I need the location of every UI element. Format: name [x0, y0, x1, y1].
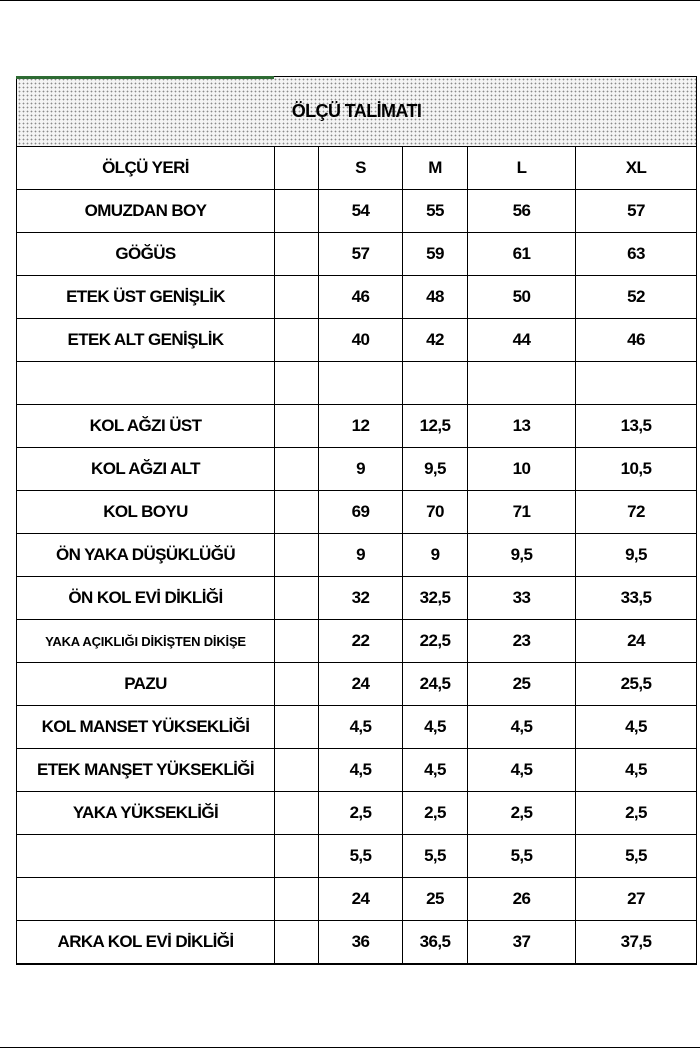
- size-value-cell: 4,5: [468, 749, 576, 792]
- row-label: KOL AĞZI ALT: [17, 448, 275, 491]
- table-row: [17, 921, 697, 965]
- size-value-cell: 5,5: [468, 835, 576, 878]
- blank-cell: [275, 792, 319, 835]
- size-value-cell: 26: [468, 878, 576, 921]
- size-value-cell: 9,5: [468, 534, 576, 577]
- blank-cell: [275, 190, 319, 233]
- size-value-cell: 37,5: [576, 921, 697, 965]
- table-row: [17, 190, 697, 233]
- size-value-cell: 10: [468, 448, 576, 491]
- size-value-cell: 55: [403, 190, 468, 233]
- size-value-cell: 57: [319, 233, 403, 276]
- row-label: KOL AĞZI ÜST: [17, 405, 275, 448]
- blank-cell: [275, 921, 319, 965]
- size-value-cell: 54: [319, 190, 403, 233]
- size-value-cell: 40: [319, 319, 403, 362]
- row-label: YAKA AÇIKLIĞI DİKİŞTEN DİKİŞE: [17, 620, 275, 663]
- size-value-cell: 4,5: [468, 706, 576, 749]
- table-row: [17, 491, 697, 534]
- size-value-cell: 32,5: [403, 577, 468, 620]
- size-value-cell: 9,5: [403, 448, 468, 491]
- size-value-cell: 22: [319, 620, 403, 663]
- size-value-cell: 57: [576, 190, 697, 233]
- size-value-cell: 25: [403, 878, 468, 921]
- size-value-cell: 4,5: [319, 749, 403, 792]
- row-label: GÖĞÜS: [17, 233, 275, 276]
- table-row: [17, 233, 697, 276]
- blank-cell: [275, 835, 319, 878]
- size-value-cell: 2,5: [576, 792, 697, 835]
- table-row: [17, 792, 697, 835]
- row-label: KOL MANSET YÜKSEKLİĞİ: [17, 706, 275, 749]
- blank-cell: [275, 491, 319, 534]
- size-value-cell: 52: [576, 276, 697, 319]
- blank-cell: [275, 878, 319, 921]
- size-value-cell: 24: [319, 878, 403, 921]
- header-size-l: L: [468, 147, 576, 190]
- table-row: [17, 534, 697, 577]
- table-row: [17, 663, 697, 706]
- size-value-cell: 5,5: [576, 835, 697, 878]
- blank-cell: [275, 663, 319, 706]
- blank-cell: [275, 577, 319, 620]
- size-chart-table: [16, 76, 697, 965]
- size-value-cell: 2,5: [403, 792, 468, 835]
- size-value-cell: 70: [403, 491, 468, 534]
- size-value-cell: 37: [468, 921, 576, 965]
- size-value-cell: 24: [576, 620, 697, 663]
- row-label: [17, 878, 275, 921]
- size-value-cell: 2,5: [319, 792, 403, 835]
- blank-cell: [275, 233, 319, 276]
- header-measurement-point: ÖLÇÜ YERİ: [17, 147, 275, 190]
- size-value-cell: 71: [468, 491, 576, 534]
- size-value-cell: 9: [319, 448, 403, 491]
- row-label: YAKA YÜKSEKLİĞİ: [17, 792, 275, 835]
- size-value-cell: 50: [468, 276, 576, 319]
- table-row: [17, 276, 697, 319]
- size-value-cell: 46: [319, 276, 403, 319]
- table-row: [17, 878, 697, 921]
- size-value-cell: 63: [576, 233, 697, 276]
- size-value-cell: 25,5: [576, 663, 697, 706]
- row-label: ÖN KOL EVİ DİKLİĞİ: [17, 577, 275, 620]
- row-label: ARKA KOL EVİ DİKLİĞİ: [17, 921, 275, 965]
- blank-cell: [275, 319, 319, 362]
- table-row: [17, 319, 697, 362]
- row-label: ETEK ALT GENİŞLİK: [17, 319, 275, 362]
- table-row: [17, 448, 697, 491]
- size-value-cell: 12,5: [403, 405, 468, 448]
- size-value-cell: 10,5: [576, 448, 697, 491]
- size-value-cell: 42: [403, 319, 468, 362]
- table-row: [17, 749, 697, 792]
- table-row: [17, 362, 697, 405]
- size-value-cell: 32: [319, 577, 403, 620]
- size-value-cell: 56: [468, 190, 576, 233]
- header-blank-cell: [275, 147, 319, 190]
- chart-title: ÖLÇÜ TALİMATI: [17, 77, 697, 147]
- size-value-cell: [576, 362, 697, 405]
- green-accent-line: [16, 76, 274, 79]
- top-border-line: [0, 0, 700, 1]
- size-value-cell: 9,5: [576, 534, 697, 577]
- size-value-cell: 44: [468, 319, 576, 362]
- size-value-cell: 4,5: [576, 749, 697, 792]
- size-value-cell: 33: [468, 577, 576, 620]
- size-value-cell: 61: [468, 233, 576, 276]
- blank-cell: [275, 706, 319, 749]
- row-label: [17, 362, 275, 405]
- size-value-cell: [403, 362, 468, 405]
- size-value-cell: 46: [576, 319, 697, 362]
- bottom-border-line: [0, 1047, 700, 1048]
- size-value-cell: [319, 362, 403, 405]
- header-row: [17, 147, 697, 190]
- size-value-cell: 72: [576, 491, 697, 534]
- blank-cell: [275, 534, 319, 577]
- blank-cell: [275, 276, 319, 319]
- size-value-cell: 4,5: [319, 706, 403, 749]
- header-size-s: S: [319, 147, 403, 190]
- size-value-cell: 2,5: [468, 792, 576, 835]
- table-row: [17, 577, 697, 620]
- size-value-cell: 69: [319, 491, 403, 534]
- size-value-cell: 4,5: [403, 749, 468, 792]
- size-value-cell: 48: [403, 276, 468, 319]
- size-value-cell: 27: [576, 878, 697, 921]
- size-value-cell: 36: [319, 921, 403, 965]
- size-value-cell: 59: [403, 233, 468, 276]
- size-value-cell: 4,5: [576, 706, 697, 749]
- table-row: [17, 706, 697, 749]
- row-label: [17, 835, 275, 878]
- size-value-cell: 24,5: [403, 663, 468, 706]
- header-size-m: M: [403, 147, 468, 190]
- size-value-cell: [468, 362, 576, 405]
- size-value-cell: 24: [319, 663, 403, 706]
- size-value-cell: 36,5: [403, 921, 468, 965]
- size-value-cell: 9: [403, 534, 468, 577]
- size-value-cell: 22,5: [403, 620, 468, 663]
- table-row: [17, 405, 697, 448]
- title-row: [17, 77, 697, 147]
- row-label: ETEK MANŞET YÜKSEKLİĞİ: [17, 749, 275, 792]
- table-row: [17, 620, 697, 663]
- size-value-cell: 23: [468, 620, 576, 663]
- row-label: ÖN YAKA DÜŞÜKLÜĞÜ: [17, 534, 275, 577]
- blank-cell: [275, 749, 319, 792]
- table-row: [17, 835, 697, 878]
- blank-cell: [275, 362, 319, 405]
- size-value-cell: 25: [468, 663, 576, 706]
- size-chart-sheet: [16, 76, 696, 956]
- row-label: PAZU: [17, 663, 275, 706]
- row-label: KOL BOYU: [17, 491, 275, 534]
- blank-cell: [275, 620, 319, 663]
- size-value-cell: 5,5: [403, 835, 468, 878]
- size-value-cell: 9: [319, 534, 403, 577]
- size-value-cell: 33,5: [576, 577, 697, 620]
- size-value-cell: 5,5: [319, 835, 403, 878]
- header-size-xl: XL: [576, 147, 697, 190]
- size-value-cell: 13: [468, 405, 576, 448]
- blank-cell: [275, 405, 319, 448]
- row-label: ETEK ÜST GENİŞLİK: [17, 276, 275, 319]
- size-value-cell: 12: [319, 405, 403, 448]
- size-value-cell: 4,5: [403, 706, 468, 749]
- row-label: OMUZDAN BOY: [17, 190, 275, 233]
- blank-cell: [275, 448, 319, 491]
- size-value-cell: 13,5: [576, 405, 697, 448]
